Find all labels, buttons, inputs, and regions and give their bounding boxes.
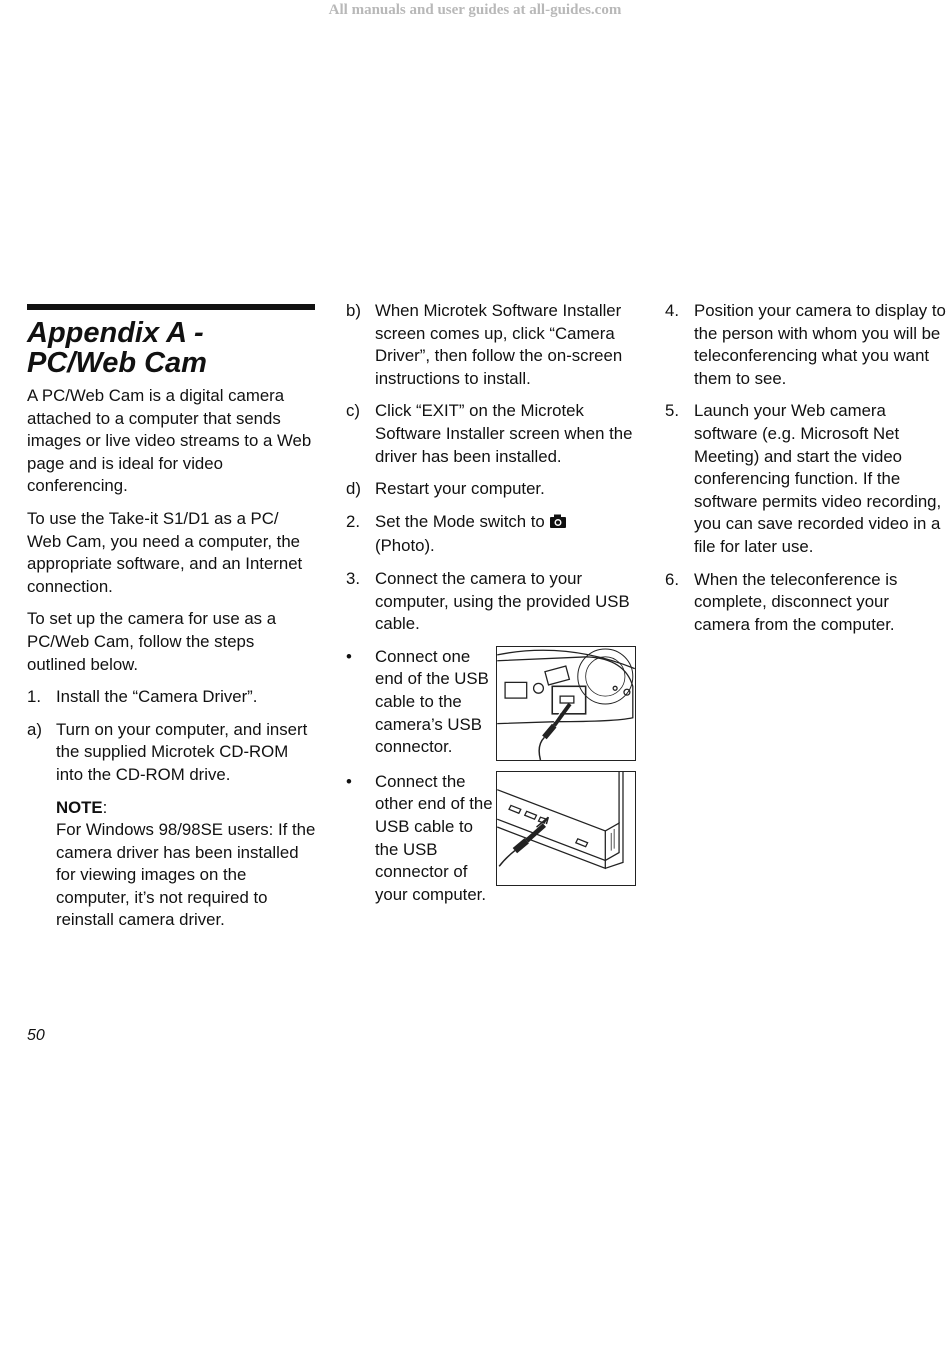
step-text: Restart your computer. xyxy=(375,479,545,499)
step-text-before: Set the Mode switch to xyxy=(375,511,545,531)
column-right xyxy=(665,300,947,646)
bullet-marker: • xyxy=(346,646,352,666)
step-1b xyxy=(346,300,641,390)
page-title xyxy=(27,318,317,378)
step-5 xyxy=(665,400,947,558)
step-marker: 4. xyxy=(665,301,679,320)
note-block xyxy=(27,797,317,933)
camera-icon xyxy=(549,513,567,536)
page-number: 50 xyxy=(27,1027,45,1044)
step-1c xyxy=(346,400,641,468)
step-marker: 2. xyxy=(346,511,360,531)
step-text: Launch your Web camera software (e.g. Microsoft Net Meeting) and start the video conferencing function. If the software permits video recording, you can save recorded video in a file for later use. xyxy=(694,401,942,556)
step-4 xyxy=(665,300,947,390)
step-marker: c) xyxy=(346,401,360,421)
step-text-after: (Photo). xyxy=(375,536,435,556)
step-marker: b) xyxy=(346,301,361,320)
step-marker: 5. xyxy=(665,401,679,421)
bullet-camera-usb xyxy=(346,646,641,761)
step-marker: a) xyxy=(27,719,42,739)
step-1d xyxy=(346,478,641,501)
note-text: For Windows 98/98SE users: If the camera driver has been installed for viewing images on the computer, it’s not required to reinstall camera driver. xyxy=(56,820,316,930)
step-marker: 1. xyxy=(27,687,41,707)
step-marker: d) xyxy=(346,479,361,499)
column-middle xyxy=(346,300,641,916)
step-marker: 6. xyxy=(665,569,679,589)
title-rule xyxy=(27,304,315,310)
step-text: When Microtek Software Installer screen comes up, click “Camera Driver”, then follow the on-screen instructions to install. xyxy=(375,301,623,388)
intro-paragraph-3: To set up the camera for use as a PC/Web Cam, follow the steps outlined below. xyxy=(27,609,277,674)
step-1a xyxy=(27,719,317,787)
step-1 xyxy=(27,686,317,709)
column-left xyxy=(27,300,317,942)
step-6 xyxy=(665,569,947,637)
step-text: Connect the camera to your computer, using the provided USB cable. xyxy=(375,568,630,634)
step-text: Position your camera to display to the person with whom you will be teleconferencing what you want them to see. xyxy=(694,301,946,388)
step-marker: 3. xyxy=(346,568,360,588)
bullet-text: Connect the other end of the USB cable to the USB connector of your computer. xyxy=(375,771,493,904)
note-colon: : xyxy=(102,797,108,817)
intro-paragraph-2: To use the Take-it S1/D1 as a PC/ Web Cam, you need a computer, the appropriate software, and an Internet connection. xyxy=(27,508,303,596)
title-line-2: PC/Web Cam xyxy=(27,347,207,379)
intro-paragraph-1: A PC/Web Cam is a digital camera attached to a computer that sends images or live video streams to a Web page and is ideal for video conferencing. xyxy=(27,386,312,496)
title-line-1: Appendix A - xyxy=(27,317,204,349)
bullet-marker: • xyxy=(346,771,352,791)
watermark: All manuals and user guides at all-guides.com xyxy=(328,2,622,18)
step-text: Click “EXIT” on the Microtek Software Installer screen when the driver has been installed. xyxy=(375,401,633,466)
step-text: When the teleconference is complete, disconnect your camera from the computer. xyxy=(694,569,898,634)
step-2 xyxy=(346,511,641,558)
computer-usb-illustration xyxy=(496,771,636,886)
bullet-computer-usb xyxy=(346,771,641,907)
note-heading: NOTE xyxy=(56,797,103,817)
step-text: Install the “Camera Driver”. xyxy=(56,687,258,707)
bullet-text: Connect one end of the USB cable to the camera’s USB connector. xyxy=(375,646,489,757)
camera-usb-illustration xyxy=(496,646,636,761)
step-text: Turn on your computer, and insert the supplied Microtek CD-ROM into the CD-ROM drive. xyxy=(56,719,308,784)
step-3 xyxy=(346,568,641,636)
